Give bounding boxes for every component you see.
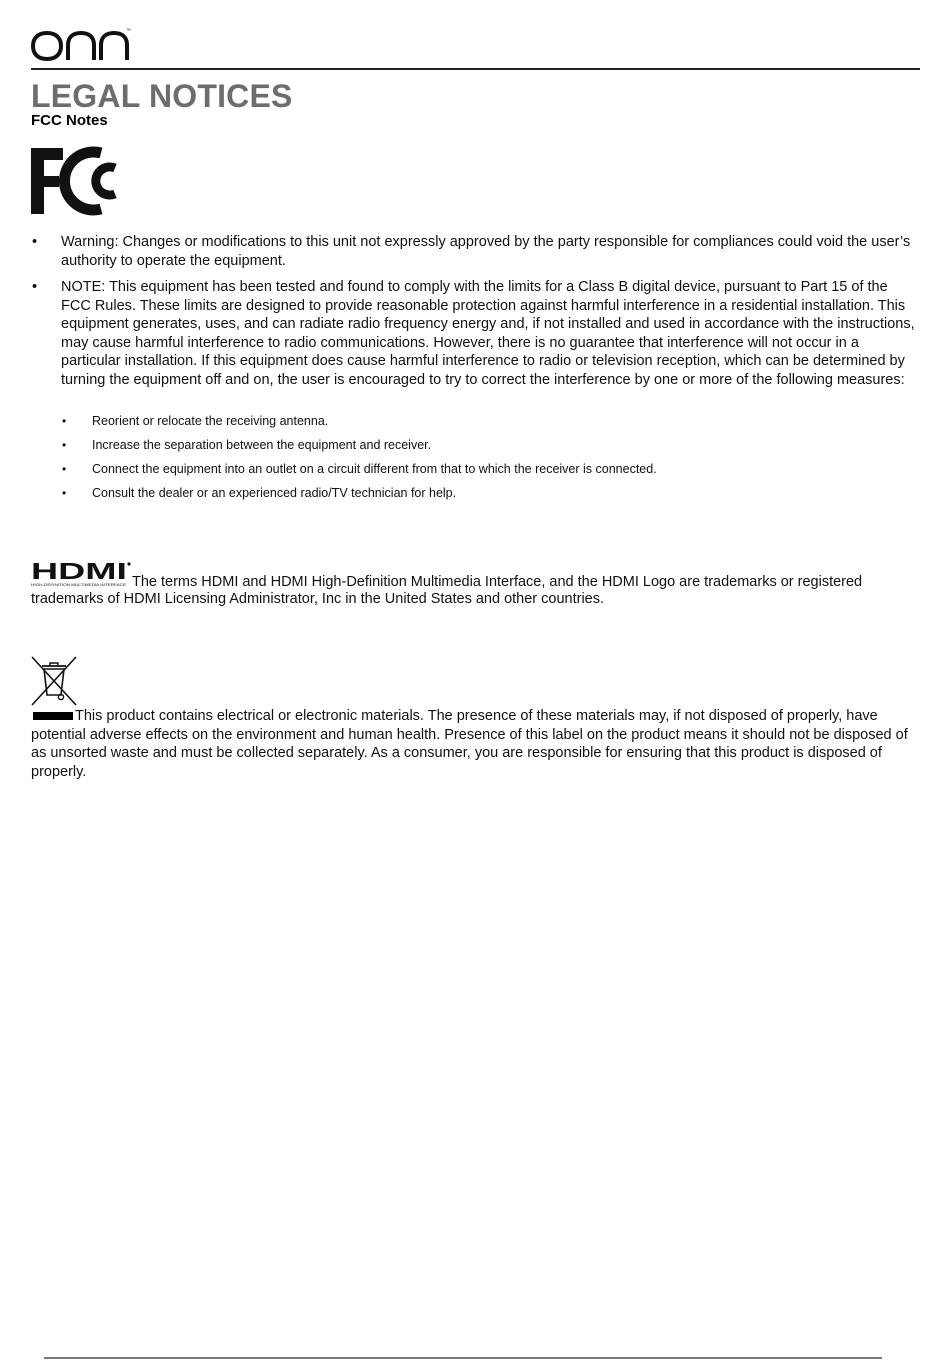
bullet-marker: • [32, 234, 38, 250]
crossed-out-wheelie-bin-icon [30, 655, 78, 707]
brand-logo [30, 24, 134, 68]
page-title: LEGAL NOTICES [31, 78, 293, 114]
measure-item: Connect the equipment into an outlet on a circuit different from that to which the receiver is connected. [92, 462, 657, 476]
header-rule [31, 68, 920, 70]
fcc-warning: Warning: Changes or modifications to this unit not expressly approved by the party responsible for compliances could void the user’s authority to operate the equipment. [61, 234, 911, 269]
measure-item: Consult the dealer or an experienced radio/TV technician for help. [92, 486, 457, 500]
footer-rule [44, 1357, 882, 1359]
weee-bar [33, 712, 73, 720]
fcc-note: NOTE: This equipment has been tested and found to comply with the limits for a Class B digital device, pursuant to Part 15 of the FCC Rules. These limits are designed to provide reasonable protection against harmful interference in a residential installation. This equipment generates, uses, and can radiate radio frequency energy and, if not installed and used in accordance with the instructions, may cause harmful interference to radio communications. However, there is no guarantee that interference will not occur in a particular installation. If this equipment does cause harmful interference to radio or television reception, which can be determined by turning the equipment off and on, the user is encouraged to try to correct the interference by one or more of the following measures: [61, 279, 915, 388]
bullet-marker: • [32, 279, 38, 295]
bullet-marker: • [62, 438, 67, 452]
hdmi-logo [31, 561, 132, 589]
bullet-marker: • [62, 486, 67, 500]
hdmi-logo-tagline: HIGH-DEFINITION MULTIMEDIA INTERFACE [31, 583, 127, 587]
fcc-logo-icon [31, 146, 125, 216]
bullet-marker: • [62, 414, 67, 428]
trademark-symbol: ™ [126, 28, 131, 34]
weee-disposal-text: This product contains electrical or electronic materials. The presence of these materials may, if not disposed of properly, have potential adverse effects on the environment and human health. Presence of this label on the product means it should not be disposed of as unsorted waste and must be collected separately. As a consumer, you are responsible for ensuring that this product is disposed of properly. [31, 708, 908, 780]
measure-item: Reorient or relocate the receiving antenna. [92, 414, 329, 428]
hdmi-logo-word: HDMI [31, 561, 127, 584]
hdmi-trademark-text: The terms HDMI and HDMI High-Definition Multimedia Interface, and the HDMI Logo are trademarks or registered trademarks of HDMI Licensing Administrator, Inc in the United States and other countries. [31, 574, 863, 607]
section-heading: FCC Notes [31, 112, 108, 129]
bullet-marker: • [62, 462, 67, 476]
measure-item: Increase the separation between the equipment and receiver. [92, 438, 432, 452]
